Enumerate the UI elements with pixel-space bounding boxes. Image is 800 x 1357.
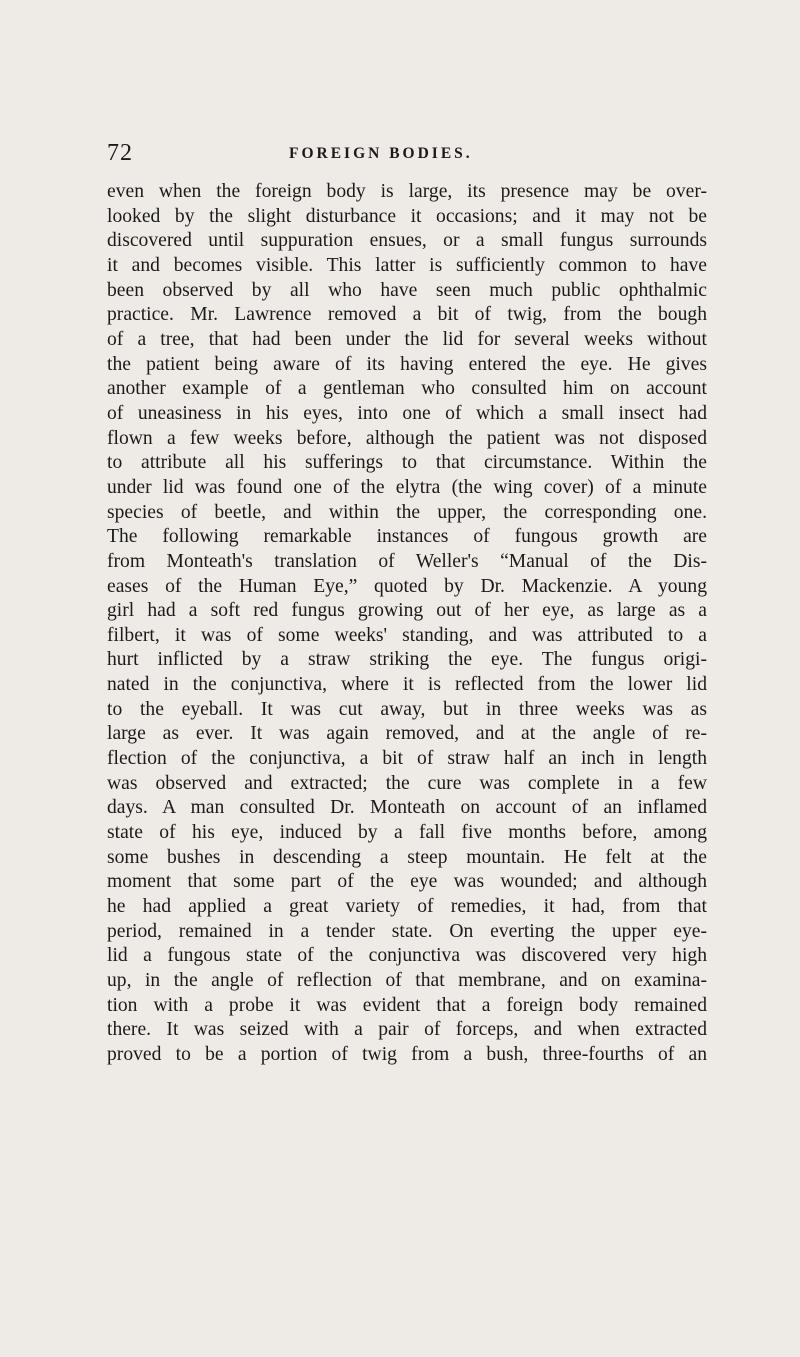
text-line: proved to be a portion of twig from a bush, three-fourths of an	[107, 1043, 707, 1065]
text-line: under lid was found one of the elytra (the wing cover) of a minute	[107, 476, 707, 498]
text-line: filbert, it was of some weeks' standing, and was attributed to a	[107, 624, 707, 646]
text-line: there. It was seized with a pair of forceps, and when extracted	[107, 1019, 707, 1041]
text-line: period, remained in a tender state. On everting the upper eye-	[107, 920, 707, 942]
text-line: to attribute all his sufferings to that circumstance. Within the	[107, 452, 707, 474]
text-line: of uneasiness in his eyes, into one of which a small insect had	[107, 402, 707, 424]
text-line: flown a few weeks before, although the patient was not disposed	[107, 427, 707, 449]
text-line: up, in the angle of reflection of that membrane, and on examina-	[107, 970, 707, 991]
text-line: practice. Mr. Lawrence removed a bit of twig, from the bough	[107, 304, 707, 326]
text-line: he had applied a great variety of remedies, it had, from that	[107, 896, 707, 918]
text-line: species of beetle, and within the upper, the corresponding one.	[107, 501, 707, 523]
text-line: of a tree, that had been under the lid for several weeks without	[107, 328, 707, 350]
running-title: FOREIGN BODIES.	[289, 145, 473, 162]
text-line: tion with a probe it was evident that a foreign body remained	[107, 994, 707, 1016]
text-line: some bushes in descending a steep mountain. He felt at the	[107, 846, 707, 868]
text-line: even when the foreign body is large, its presence may be over-	[107, 181, 707, 202]
text-line: it and becomes visible. This latter is sufficiently common to have	[107, 254, 707, 276]
text-line: nated in the conjunctiva, where it is reflected from the lower lid	[107, 674, 707, 696]
text-line: eases of the Human Eye,” quoted by Dr. Mackenzie. A young	[107, 575, 707, 597]
text-line: the patient being aware of its having entered the eye. He gives	[107, 353, 707, 375]
text-line: was observed and extracted; the cure was complete in a few	[107, 772, 707, 794]
text-line: moment that some part of the eye was wounded; and although	[107, 871, 707, 893]
running-head	[107, 138, 707, 168]
text-line: state of his eye, induced by a fall five months before, among	[107, 822, 707, 844]
text-line: looked by the slight disturbance it occasions; and it may not be	[107, 205, 707, 227]
text-line: hurt inflicted by a straw striking the eye. The fungus origi-	[107, 649, 707, 671]
text-line: large as ever. It was again removed, and at the angle of re-	[107, 723, 707, 745]
body-text	[107, 180, 707, 1068]
text-line: to the eyeball. It was cut away, but in three weeks was as	[107, 698, 707, 720]
text-line: The following remarkable instances of fungous growth are	[107, 526, 707, 548]
text-line: flection of the conjunctiva, a bit of straw half an inch in length	[107, 748, 707, 770]
page-number: 72	[107, 140, 133, 166]
text-line: days. A man consulted Dr. Monteath on account of an inflamed	[107, 797, 707, 819]
text-line: lid a fungous state of the conjunctiva was discovered very high	[107, 945, 707, 967]
text-line: from Monteath's translation of Weller's “Manual of the Dis-	[107, 550, 707, 572]
text-line: been observed by all who have seen much public ophthalmic	[107, 279, 707, 301]
text-line: another example of a gentleman who consulted him on account	[107, 378, 707, 400]
text-line: discovered until suppuration ensues, or a small fungus surrounds	[107, 230, 707, 252]
text-line: girl had a soft red fungus growing out of her eye, as large as a	[107, 600, 707, 622]
